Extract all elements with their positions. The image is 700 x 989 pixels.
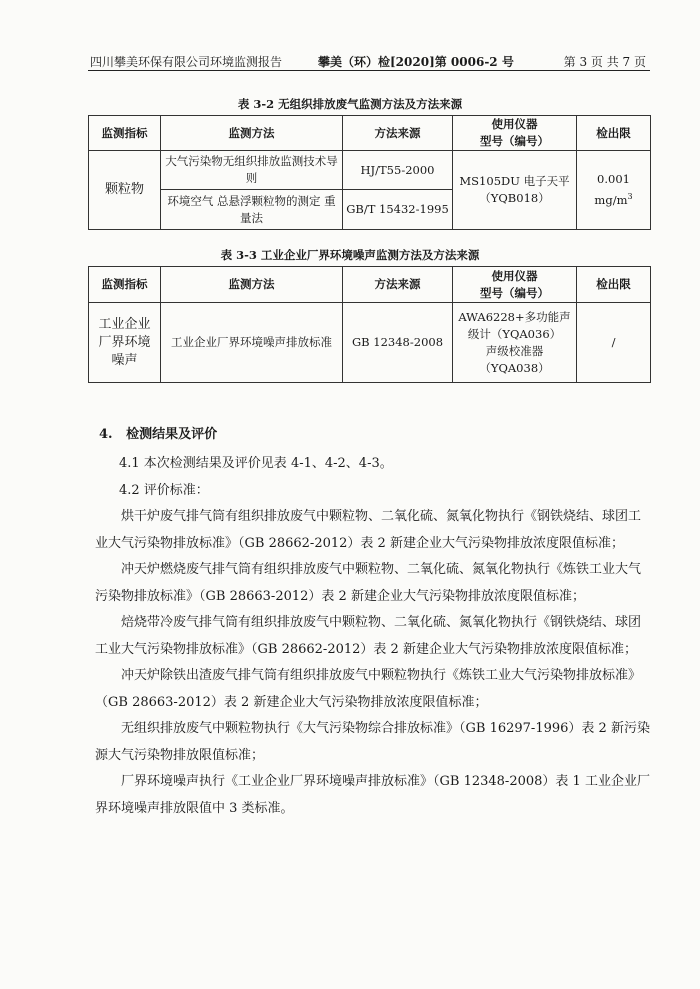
table-3-2-caption: 表 3-2 无组织排放废气监测方法及方法来源: [237, 97, 463, 111]
col-limit: 检出限: [577, 267, 651, 303]
paragraph-4-1: 4.1 本次检测结果及评价见表 4-1、4-2、4-3。: [119, 456, 393, 471]
limit-value: 0.001: [597, 172, 630, 187]
cell-indicator: 颗粒物: [89, 151, 161, 230]
cell-instrument: MS105DU 电子天平 （YQB018）: [453, 151, 577, 230]
col-method: 监测方法: [161, 116, 343, 151]
table-3-3-caption: 表 3-3 工业企业厂界环境噪声监测方法及方法来源: [220, 248, 480, 262]
cell-method-1: 大气污染物无组织排放监测技术导则: [161, 151, 343, 190]
table-row: [89, 151, 651, 190]
col-instrument: 使用仪器 型号（编号）: [453, 267, 577, 303]
header-report-number: 攀美（环）检[2020]第 0006-2 号: [318, 55, 514, 69]
limit-unit: mg/m: [594, 192, 628, 207]
table-3-3: [88, 266, 651, 383]
cell-source: GB 12348-2008: [343, 303, 453, 383]
header-company: 四川攀美环保有限公司环境监测报告: [90, 55, 283, 69]
limit-unit-superscript: 3: [627, 192, 633, 202]
col-limit: 检出限: [577, 116, 651, 151]
col-source: 方法来源: [343, 116, 453, 151]
standard-roasting-cooling: 焙烧带冷废气排气筒有组织排放废气中颗粒物、二氧化硫、氮氧化物执行《钢铁烧结、球团工业大气污染物排放标准》（GB 28662-2012）表 2 新建企业大气污染物排放浓度限值标准；: [95, 615, 642, 657]
col-method: 监测方法: [161, 267, 343, 303]
standard-drying-furnace: 烘干炉废气排气筒有组织排放废气中颗粒物、二氧化硫、氮氧化物执行《钢铁烧结、球团工业大气污染物排放标准》（GB 28662-2012）表 2 新建企业大气污染物排放浓度限值标准；: [95, 509, 642, 551]
table-header-row: [89, 116, 651, 151]
cell-method-2: 环境空气 总悬浮颗粒物的测定 重量法: [161, 190, 343, 230]
cell-limit: /: [577, 303, 651, 383]
standard-fugitive-particulates: 无组织排放废气中颗粒物执行《大气污染物综合排放标准》（GB 16297-1996）表 2 新污染源大气污染物排放限值标准；: [95, 721, 650, 763]
page-header: [88, 50, 650, 71]
col-indicator: 监测指标: [89, 116, 161, 151]
cell-indicator: 工业企业 厂界环境 噪声: [89, 303, 161, 383]
cell-source-2: GB/T 15432-1995: [343, 190, 453, 230]
cell-instrument: AWA6228+多功能声 级计（YQA036） 声级校准器 （YQA038）: [453, 303, 577, 383]
section-4-title: 4. 检测结果及评价: [99, 427, 218, 442]
standard-boundary-noise: 厂界环境噪声执行《工业企业厂界环境噪声排放标准》（GB 12348-2008）表 1 工业企业厂界环境噪声排放限值中 3 类标准。: [95, 774, 650, 816]
cell-limit: [577, 151, 651, 230]
header-page-number: 第 3 页 共 7 页: [563, 55, 646, 69]
standard-cupola-combustion: 冲天炉燃烧废气排气筒有组织排放废气中颗粒物、二氧化硫、氮氧化物执行《炼铁工业大气污染物排放标准》（GB 28663-2012）表 2 新建企业大气污染物排放浓度限值标准；: [95, 562, 642, 604]
col-indicator: 监测指标: [89, 267, 161, 303]
table-3-2: [88, 115, 651, 230]
paragraph-4-2: 4.2 评价标准：: [119, 482, 209, 498]
cell-source-1: HJ/T55-2000: [343, 151, 453, 190]
table-header-row: [89, 267, 651, 303]
col-instrument: 使用仪器 型号（编号）: [453, 116, 577, 151]
cell-method: 工业企业厂界环境噪声排放标准: [161, 303, 343, 383]
col-source: 方法来源: [343, 267, 453, 303]
standard-cupola-slag: 冲天炉除铁出渣废气排气筒有组织排放废气中颗粒物执行《炼铁工业大气污染物排放标准》（GB 28663-2012）表 2 新建企业大气污染物排放浓度限值标准；: [95, 668, 642, 710]
table-row: [89, 303, 651, 383]
section-4-body: [95, 451, 653, 822]
